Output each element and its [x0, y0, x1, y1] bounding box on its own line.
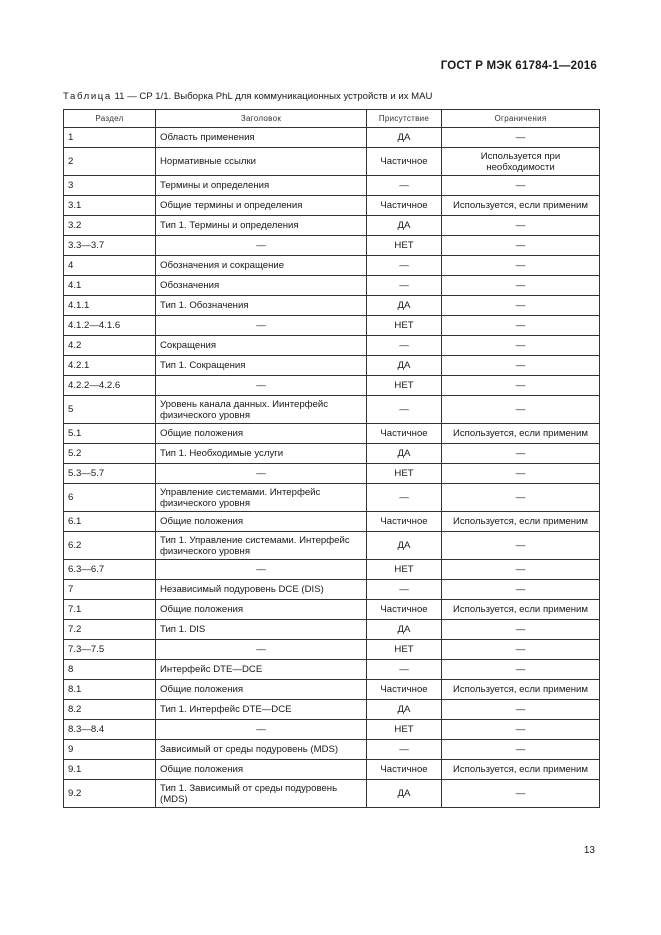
cell-title: —: [156, 640, 367, 660]
cell-restrictions: —: [442, 444, 600, 464]
table-row: [64, 532, 600, 560]
cell-title: Общие положения: [156, 424, 367, 444]
cell-presence: —: [367, 580, 442, 600]
cell-section: 5: [64, 396, 156, 424]
table-row: [64, 600, 600, 620]
cell-restrictions: Используется при необходимости: [442, 148, 600, 176]
table-row: [64, 560, 600, 580]
table-caption: [63, 91, 432, 102]
table-row: [64, 760, 600, 780]
cell-title: —: [156, 376, 367, 396]
column-header-restrictions: Ограничения: [442, 110, 600, 128]
cell-restrictions: Используется, если применим: [442, 424, 600, 444]
cell-restrictions: —: [442, 660, 600, 680]
table-row: [64, 196, 600, 216]
cell-restrictions: —: [442, 780, 600, 808]
cell-restrictions: —: [442, 484, 600, 512]
cell-section: 6: [64, 484, 156, 512]
cell-restrictions: Используется, если применим: [442, 680, 600, 700]
cell-presence: НЕТ: [367, 376, 442, 396]
table-row: [64, 740, 600, 760]
cell-presence: НЕТ: [367, 464, 442, 484]
cell-section: 9: [64, 740, 156, 760]
cell-presence: Частичное: [367, 196, 442, 216]
cell-presence: НЕТ: [367, 560, 442, 580]
page-number: 13: [583, 845, 595, 856]
table-row: [64, 296, 600, 316]
table-row: [64, 256, 600, 276]
cell-section: 7.1: [64, 600, 156, 620]
cell-title: Тип 1. Управление системами. Интерфейс физического уровня: [156, 532, 367, 560]
cell-restrictions: —: [442, 720, 600, 740]
cell-section: 6.3—6.7: [64, 560, 156, 580]
cell-section: 6.2: [64, 532, 156, 560]
cell-presence: —: [367, 256, 442, 276]
table-row: [64, 580, 600, 600]
cell-restrictions: —: [442, 316, 600, 336]
cell-section: 4.1: [64, 276, 156, 296]
table-row: [64, 424, 600, 444]
cell-presence: НЕТ: [367, 316, 442, 336]
cell-title: Тип 1. DIS: [156, 620, 367, 640]
cell-title: Общие положения: [156, 600, 367, 620]
cell-restrictions: Используется, если применим: [442, 512, 600, 532]
cell-title: Общие положения: [156, 680, 367, 700]
caption-text: — CP 1/1. Выборка PhL для коммуникационных устройств и их MAU: [124, 91, 433, 102]
cell-presence: НЕТ: [367, 640, 442, 660]
cell-section: 4.1.1: [64, 296, 156, 316]
cell-section: 3.3—3.7: [64, 236, 156, 256]
cell-title: Тип 1. Интерфейс DTE—DCE: [156, 700, 367, 720]
cell-presence: —: [367, 176, 442, 196]
cell-presence: —: [367, 276, 442, 296]
table-row: [64, 640, 600, 660]
cell-title: Обозначения и сокращение: [156, 256, 367, 276]
cell-restrictions: Используется, если применим: [442, 760, 600, 780]
table-row: [64, 484, 600, 512]
cell-title: Сокращения: [156, 336, 367, 356]
caption-number: 11: [111, 91, 125, 102]
cell-title: —: [156, 720, 367, 740]
cell-section: 8.3—8.4: [64, 720, 156, 740]
cell-restrictions: Используется, если применим: [442, 196, 600, 216]
cell-restrictions: —: [442, 620, 600, 640]
cell-section: 4.2.2—4.2.6: [64, 376, 156, 396]
cell-section: 3.2: [64, 216, 156, 236]
cell-presence: ДА: [367, 296, 442, 316]
cell-restrictions: —: [442, 376, 600, 396]
cell-title: Тип 1. Сокращения: [156, 356, 367, 376]
caption-prefix: Таблица: [63, 91, 112, 102]
table-header-row: [64, 110, 600, 128]
cell-restrictions: —: [442, 356, 600, 376]
cell-title: Нормативные ссылки: [156, 148, 367, 176]
cell-title: Тип 1. Необходимые услуги: [156, 444, 367, 464]
table-row: [64, 444, 600, 464]
cell-section: 8.2: [64, 700, 156, 720]
table-row: [64, 660, 600, 680]
cell-restrictions: —: [442, 740, 600, 760]
document-code: ГОСТ Р МЭК 61784-1—2016: [440, 60, 597, 72]
cell-presence: Частичное: [367, 680, 442, 700]
cell-presence: ДА: [367, 532, 442, 560]
table-row: [64, 700, 600, 720]
cell-restrictions: —: [442, 640, 600, 660]
cell-title: —: [156, 236, 367, 256]
column-header-section: Раздел: [64, 110, 156, 128]
cell-presence: ДА: [367, 444, 442, 464]
cell-section: 7.2: [64, 620, 156, 640]
cell-section: 9.1: [64, 760, 156, 780]
cell-restrictions: —: [442, 700, 600, 720]
cell-restrictions: —: [442, 216, 600, 236]
cell-presence: Частичное: [367, 512, 442, 532]
cell-section: 4.1.2—4.1.6: [64, 316, 156, 336]
cell-section: 9.2: [64, 780, 156, 808]
cell-presence: ДА: [367, 620, 442, 640]
cell-title: Общие положения: [156, 512, 367, 532]
cell-section: 8: [64, 660, 156, 680]
table-row: [64, 376, 600, 396]
cell-section: 5.1: [64, 424, 156, 444]
cell-presence: Частичное: [367, 600, 442, 620]
cell-presence: ДА: [367, 356, 442, 376]
cell-title: Уровень канала данных. Иинтерфейс физического уровня: [156, 396, 367, 424]
cell-title: —: [156, 464, 367, 484]
cell-section: 2: [64, 148, 156, 176]
cell-restrictions: —: [442, 580, 600, 600]
table-row: [64, 128, 600, 148]
table-row: [64, 236, 600, 256]
cell-presence: ДА: [367, 780, 442, 808]
cell-restrictions: —: [442, 276, 600, 296]
cell-presence: ДА: [367, 700, 442, 720]
table-body: [64, 128, 600, 808]
cell-title: Тип 1. Обозначения: [156, 296, 367, 316]
profile-table: [63, 109, 600, 808]
cell-presence: ДА: [367, 216, 442, 236]
cell-restrictions: —: [442, 176, 600, 196]
cell-section: 7: [64, 580, 156, 600]
table-row: [64, 316, 600, 336]
cell-presence: НЕТ: [367, 720, 442, 740]
table-row: [64, 396, 600, 424]
cell-section: 5.3—5.7: [64, 464, 156, 484]
cell-title: Зависимый от среды подуровень (MDS): [156, 740, 367, 760]
cell-presence: —: [367, 740, 442, 760]
cell-title: Интерфейс DTE—DCE: [156, 660, 367, 680]
cell-section: 4.2: [64, 336, 156, 356]
column-header-presence: Присутствие: [367, 110, 442, 128]
cell-restrictions: —: [442, 336, 600, 356]
cell-section: 3: [64, 176, 156, 196]
table-row: [64, 276, 600, 296]
cell-section: 8.1: [64, 680, 156, 700]
cell-title: —: [156, 560, 367, 580]
cell-presence: НЕТ: [367, 236, 442, 256]
column-header-title: Заголовок: [156, 110, 367, 128]
cell-title: Термины и определения: [156, 176, 367, 196]
cell-presence: —: [367, 336, 442, 356]
table-row: [64, 356, 600, 376]
cell-presence: Частичное: [367, 424, 442, 444]
cell-section: 3.1: [64, 196, 156, 216]
cell-title: Общие положения: [156, 760, 367, 780]
table-row: [64, 512, 600, 532]
cell-section: 6.1: [64, 512, 156, 532]
cell-presence: —: [367, 396, 442, 424]
cell-title: —: [156, 316, 367, 336]
cell-presence: —: [367, 660, 442, 680]
cell-restrictions: —: [442, 296, 600, 316]
cell-presence: ДА: [367, 128, 442, 148]
cell-title: Область применения: [156, 128, 367, 148]
cell-section: 5.2: [64, 444, 156, 464]
table-row: [64, 620, 600, 640]
cell-section: 7.3—7.5: [64, 640, 156, 660]
cell-presence: Частичное: [367, 148, 442, 176]
cell-section: 4.2.1: [64, 356, 156, 376]
table-row: [64, 680, 600, 700]
cell-restrictions: —: [442, 532, 600, 560]
cell-restrictions: —: [442, 464, 600, 484]
cell-section: 4: [64, 256, 156, 276]
cell-presence: —: [367, 484, 442, 512]
cell-restrictions: —: [442, 128, 600, 148]
cell-title: Общие термины и определения: [156, 196, 367, 216]
table-row: [64, 176, 600, 196]
cell-restrictions: —: [442, 256, 600, 276]
table-row: [64, 720, 600, 740]
cell-restrictions: —: [442, 236, 600, 256]
table-row: [64, 148, 600, 176]
table-row: [64, 464, 600, 484]
cell-title: Управление системами. Интерфейс физического уровня: [156, 484, 367, 512]
cell-title: Обозначения: [156, 276, 367, 296]
cell-restrictions: —: [442, 560, 600, 580]
cell-restrictions: Используется, если применим: [442, 600, 600, 620]
cell-section: 1: [64, 128, 156, 148]
table-row: [64, 336, 600, 356]
table-row: [64, 216, 600, 236]
cell-title: Тип 1. Зависимый от среды подуровень (MDS): [156, 780, 367, 808]
cell-title: Тип 1. Термины и определения: [156, 216, 367, 236]
cell-presence: Частичное: [367, 760, 442, 780]
cell-title: Независимый подуровень DCE (DIS): [156, 580, 367, 600]
cell-restrictions: —: [442, 396, 600, 424]
table-row: [64, 780, 600, 808]
